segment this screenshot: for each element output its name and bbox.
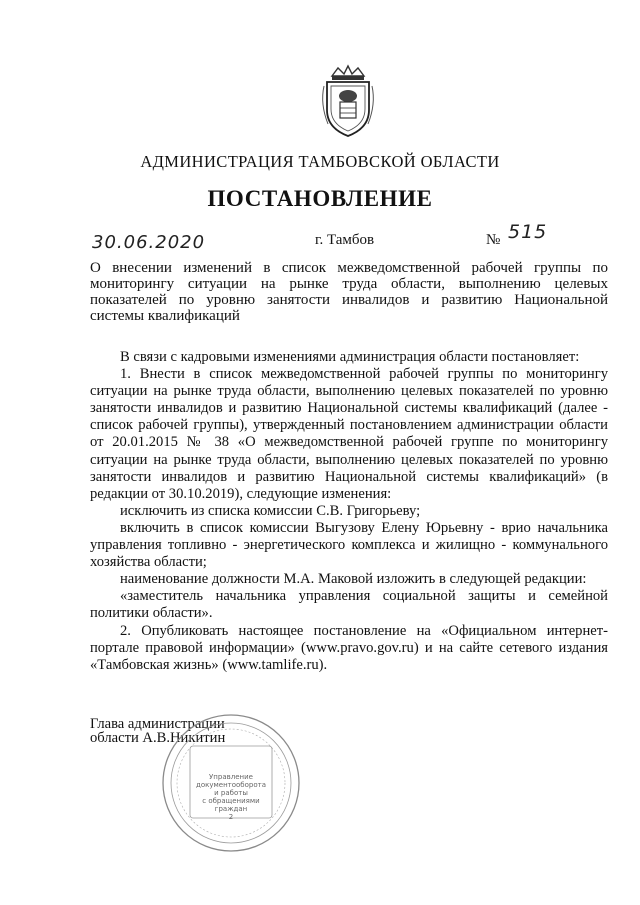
stamp-text [188,773,274,821]
stamp-line-4: с обращениями [202,797,260,805]
issuing-authority: АДМИНИСТРАЦИЯ ТАМБОВСКОЙ ОБЛАСТИ [140,152,500,171]
stamp-line-5: граждан [214,805,248,813]
document-body [90,349,608,674]
body-paragraph-exclude: исключить из списка комиссии С.В. Григорьеву; [120,502,421,519]
document-number: 515 [508,221,548,243]
body-paragraph-item-1: 1. Внести в список межведомственной рабочей группы по мониторингу ситуации на рынке труда области, выполнению целевых показателей по уровню занятости инвалидов и развитию Национальной системы квалификаций (далее - список рабочей группы), утвержденный постановлением администрации области от 20.01.2015 № 38 «О межведомственной рабочей группе по мониторингу ситуации на рынке труда области, выполнению целевых показателей по уровню занятости инвалидов и развитию Национальной системы квалификаций» (в редакции от 30.10.2019), следующие изменения: [90,366,608,502]
signature-name: области А.В.Никитин [90,730,226,746]
tambov-coat-of-arms-icon [318,62,378,142]
stamp-line-2: документооборота [196,781,266,789]
document-date: 30.06.2020 [92,232,206,253]
body-paragraph-new-title: «заместитель начальника управления социальной защиты и семейной политики области». [90,588,608,622]
stamp-line-1: Управление [209,773,253,781]
stamp-line-3: и работы [214,789,248,797]
document-number-label: № [486,232,501,248]
body-paragraph-include: включить в список комиссии Выгузову Елену Юрьевну - врио начальника управления топливно - энергетического комплекса и жилищно - коммунального хозяйства области; [90,519,608,571]
document-city: г. Тамбов [315,232,375,248]
document-subject: О внесении изменений в список межведомственной рабочей группы по мониторингу ситуации на рынке труда области, выполнению целевых показателей по уровню занятости инвалидов и развитию Национальной системы квалификаций [90,260,608,324]
body-paragraph-preamble: В связи с кадровыми изменениями администрация области постановляет: [120,349,580,365]
stamp-line-6: 2 [228,813,234,821]
signature-position: Глава администрации [90,716,225,732]
body-paragraph-rename: наименование должности М.А. Маковой изложить в следующей редакции: [120,571,587,588]
body-paragraph-item-2: 2. Опубликовать настоящее постановление на «Официальном интернет-портале правовой информации» (www.pravo.gov.ru) и на сайте сетевого издания «Тамбовская жизнь» (www.tamlife.ru). [90,622,608,673]
document-type-title: ПОСТАНОВЛЕНИЕ [207,186,433,211]
